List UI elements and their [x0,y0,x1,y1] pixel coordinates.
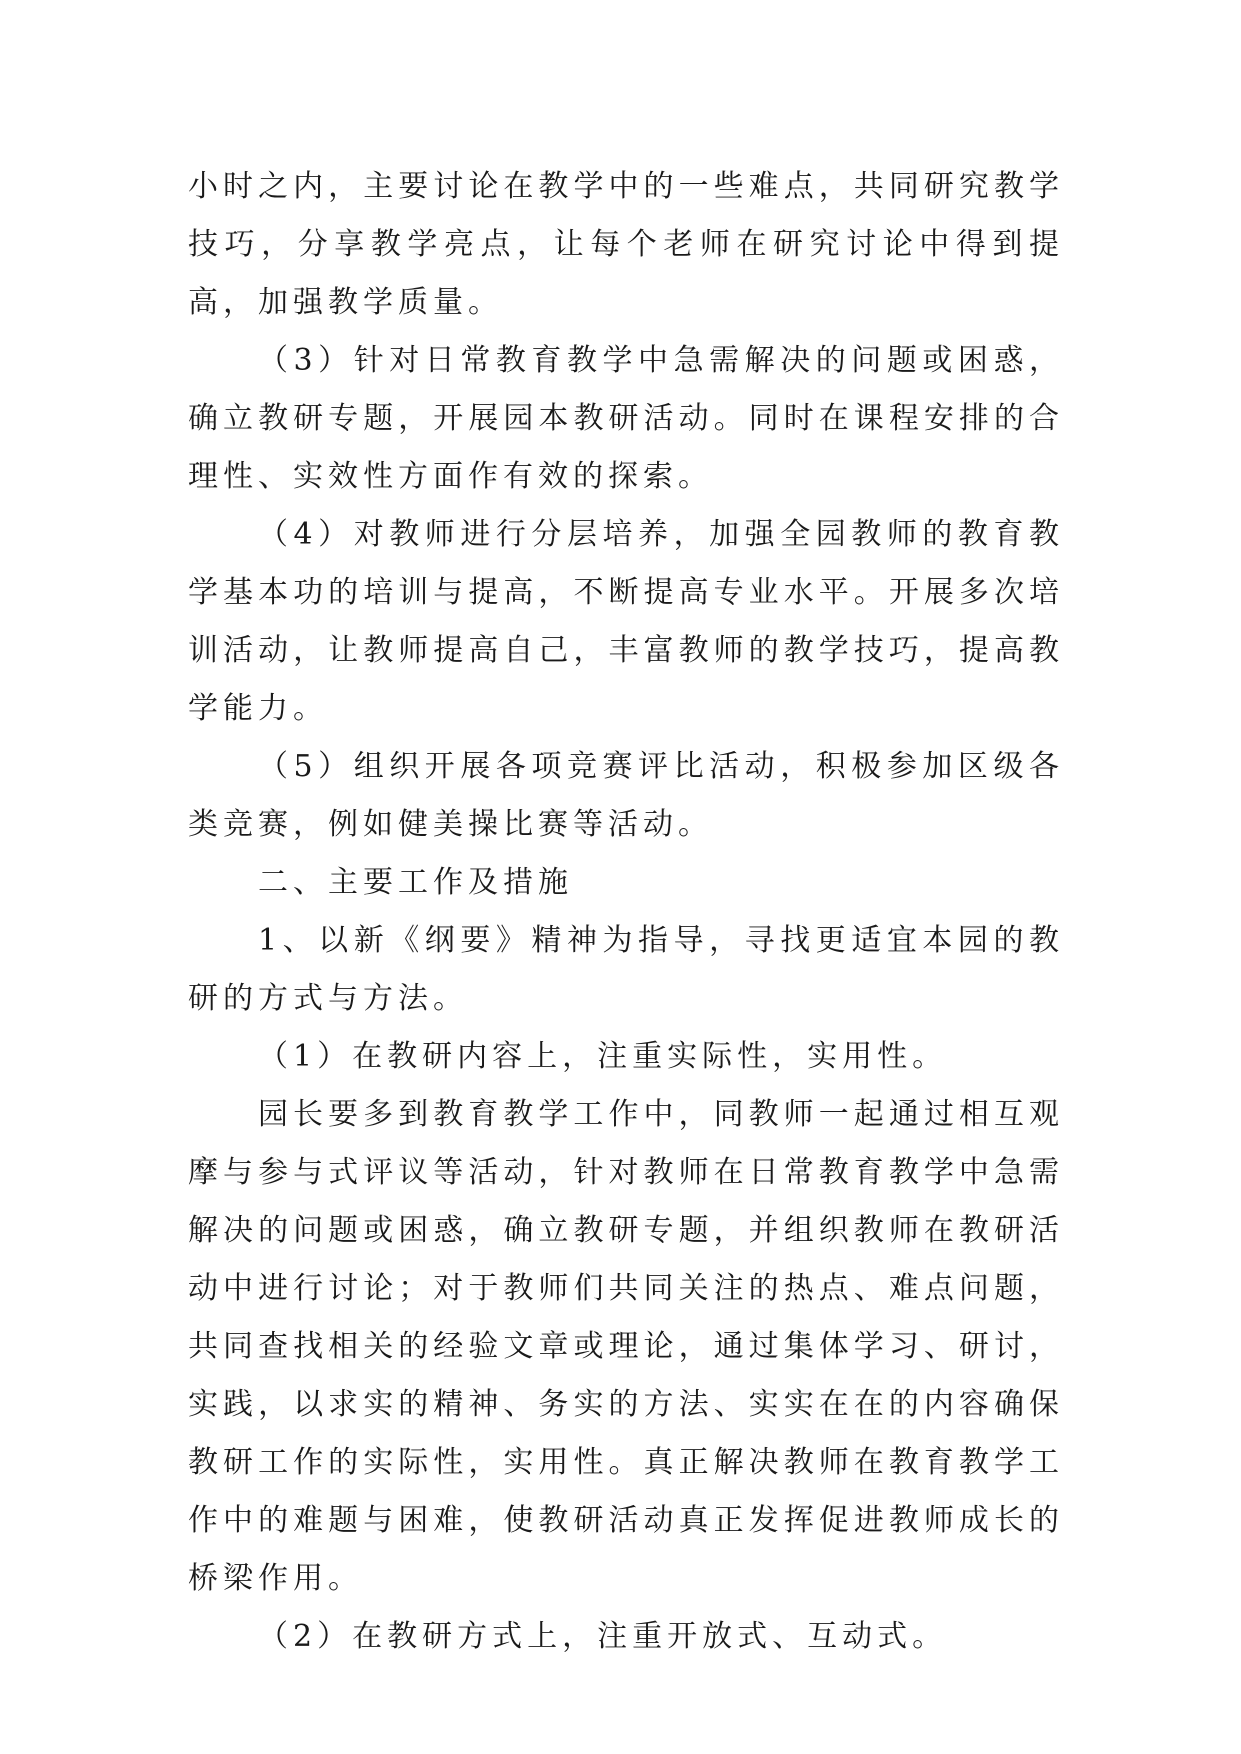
paragraph-2: （3）针对日常教育教学中急需解决的问题或困惑，确立教研专题，开展园本教研活动。同时在课程安排的合理性、实效性方面作有效的探索。 [188,343,1064,494]
paragraph-4: （5）组织开展各项竞赛评比活动，积极参加区级各类竞赛，例如健美操比赛等活动。 [188,749,1064,842]
paragraph-8: 园长要多到教育教学工作中，同教师一起通过相互观摩与参与式评议等活动，针对教师在日常教育教学中急需解决的问题或困惑，确立教研专题，并组织教师在教研活动中进行讨论；对于教师们共同关注的热点、难点问题，共同查找相关的经验文章或理论，通过集体学习、研讨，实践，以求实的精神、务实的方法、实实在在的内容确保教研工作的实际性，实用性。真正解决教师在教育教学工作中的难题与困难，使教研活动真正发挥促进教师成长的桥梁作用。 [188,1097,1064,1596]
paragraph-9: （2）在教研方式上，注重开放式、互动式。 [258,1619,948,1654]
document-body [188,158,1064,1666]
paragraph-3: （4）对教师进行分层培养，加强全园教师的教育教学基本功的培训与提高，不断提高专业水平。开展多次培训活动，让教师提高自己，丰富教师的教学技巧，提高教学能力。 [188,517,1064,726]
paragraph-1: 小时之内，主要讨论在教学中的一些难点，共同研究教学技巧，分享教学亮点，让每个老师在研究讨论中得到提高，加强教学质量。 [188,169,1064,320]
paragraph-6: 1、以新《纲要》精神为指导，寻找更适宜本园的教研的方式与方法。 [188,923,1064,1016]
section-heading: 二、主要工作及措施 [258,865,573,900]
paragraph-7: （1）在教研内容上，注重实际性，实用性。 [258,1039,948,1074]
